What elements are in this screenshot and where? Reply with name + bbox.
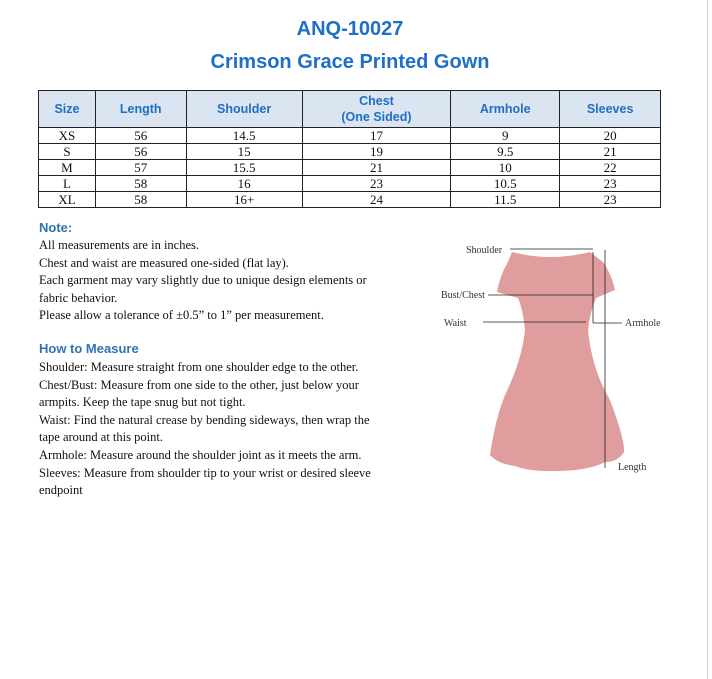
how-line: Armhole: Measure around the shoulder joint as it meets the arm. bbox=[39, 447, 362, 462]
note-line: All measurements are in inches. bbox=[39, 238, 200, 252]
header-shoulder: Shoulder bbox=[186, 91, 302, 128]
note-line: Chest and waist are measured one-sided (flat lay). bbox=[39, 255, 289, 270]
table-cell: 21 bbox=[302, 160, 451, 176]
table-cell: 16+ bbox=[186, 192, 302, 208]
header-armhole: Armhole bbox=[451, 91, 560, 128]
note-line: fabric behavior. bbox=[39, 290, 118, 305]
table-cell: 23 bbox=[560, 176, 661, 192]
table-cell: 19 bbox=[302, 144, 451, 160]
table-cell: 10.5 bbox=[451, 176, 560, 192]
table-cell: 21 bbox=[560, 144, 661, 160]
dress-illustration bbox=[490, 252, 624, 471]
header-chest-sub: (One Sided) bbox=[341, 110, 412, 124]
how-heading: How to Measure bbox=[39, 341, 139, 356]
table-cell: 22 bbox=[560, 160, 661, 176]
how-line: tape around at this point. bbox=[39, 430, 163, 445]
table-cell: 56 bbox=[95, 144, 186, 160]
table-cell: XL bbox=[39, 192, 96, 208]
table-cell: 15.5 bbox=[186, 160, 302, 176]
header-size: Size bbox=[39, 91, 96, 128]
how-line: endpoint bbox=[39, 483, 83, 498]
note-line: Each garment may vary slightly due to unique design elements or bbox=[39, 273, 367, 288]
table-cell: 56 bbox=[95, 128, 186, 144]
label-armhole: Armhole bbox=[625, 318, 661, 329]
table-cell: 20 bbox=[560, 128, 661, 144]
table-cell: 16 bbox=[186, 176, 302, 192]
label-length: Length bbox=[618, 462, 647, 473]
product-name: Crimson Grace Printed Gown bbox=[210, 51, 490, 73]
table-cell: 9 bbox=[451, 128, 560, 144]
header-length: Length bbox=[95, 91, 186, 128]
label-shoulder: Shoulder bbox=[466, 245, 503, 256]
table-cell: 10 bbox=[451, 160, 560, 176]
how-line: Waist: Find the natural crease by bending sideways, then wrap the bbox=[39, 412, 370, 427]
product-code: ANQ-10027 bbox=[296, 18, 404, 40]
how-line: Sleeves: Measure from shoulder tip to your wrist or desired sleeve bbox=[39, 465, 371, 480]
table-cell: 57 bbox=[95, 160, 186, 176]
how-line: armpits. Keep the tape snug but not tight. bbox=[39, 395, 246, 410]
table-cell: XS bbox=[39, 128, 96, 144]
how-line: Shoulder: Measure straight from one shoulder edge to the other. bbox=[39, 360, 359, 374]
header-sleeves: Sleeves bbox=[560, 91, 661, 128]
table-cell: 23 bbox=[560, 192, 661, 208]
table-cell: 23 bbox=[302, 176, 451, 192]
table-cell: 24 bbox=[302, 192, 451, 208]
table-cell: S bbox=[39, 144, 96, 160]
table-cell: 15 bbox=[186, 144, 302, 160]
table-cell: 14.5 bbox=[186, 128, 302, 144]
note-heading: Note: bbox=[39, 220, 73, 235]
label-bust: Bust/Chest bbox=[441, 290, 485, 301]
table-cell: 11.5 bbox=[451, 192, 560, 208]
table-cell: 58 bbox=[95, 176, 186, 192]
note-line: Please allow a tolerance of ±0.5” to 1” per measurement. bbox=[39, 308, 324, 323]
header-chest-label: Chest bbox=[359, 94, 394, 108]
table-cell: 9.5 bbox=[451, 144, 560, 160]
how-line: Chest/Bust: Measure from one side to the other, just below your bbox=[39, 377, 359, 392]
table-cell: 58 bbox=[95, 192, 186, 208]
label-waist: Waist bbox=[444, 318, 467, 329]
table-cell: L bbox=[39, 176, 96, 192]
table-cell: M bbox=[39, 160, 96, 176]
table-cell: 17 bbox=[302, 128, 451, 144]
